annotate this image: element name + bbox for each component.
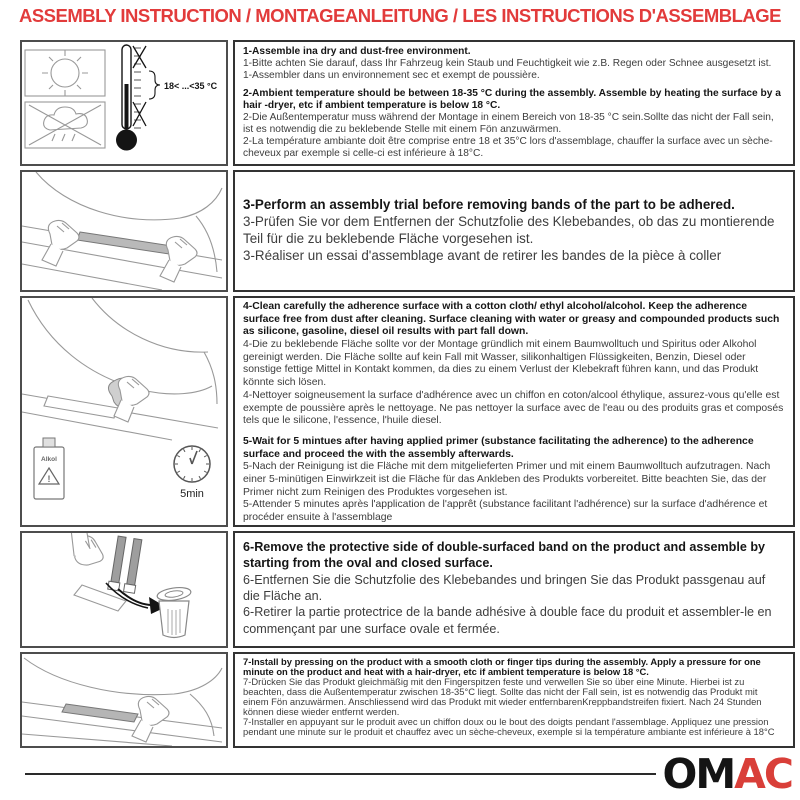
sun-box xyxy=(25,50,105,96)
illustration-assembly-trial xyxy=(20,170,228,292)
text-remove-band xyxy=(233,531,795,648)
logo-text-black: OM xyxy=(662,749,735,798)
step-6-fr: 6-Retirer la partie protectrice de la bande adhésive à double face du produit et assembler-le en commençant par une surface ovale et fermée. xyxy=(243,605,772,636)
trash-bin-icon xyxy=(156,586,191,638)
step-1-de: 1-Bitte achten Sie darauf, dass Ihr Fahrzeug kein Staub und Feuchtigkeit wie z.B. Regen oder Schnee ausgesetzt ist. xyxy=(243,58,772,70)
step-7 xyxy=(243,657,785,737)
step-4 xyxy=(243,301,785,428)
pressing-hand-icon xyxy=(132,696,169,742)
page-title: ASSEMBLY INSTRUCTION / MONTAGEANLEITUNG / LES INSTRUCTIONS D'ASSEMBLAGE xyxy=(18,5,782,26)
illustration-remove-band xyxy=(20,531,228,648)
temperature-range-label: 18< ...<35 °C xyxy=(164,81,218,91)
row-environment xyxy=(20,40,795,166)
logo-text-red: AC xyxy=(734,749,792,798)
step-6-de: 6-Entfernen Sie die Schutzfolie des Klebebandes und bringen Sie das Produkt passgenau auf die Fläche an. xyxy=(243,572,766,604)
thermometer-icon xyxy=(116,45,218,151)
row-press-install xyxy=(20,652,795,748)
warning-mark: ! xyxy=(47,474,51,484)
step-1-en: 1-Assemble ina dry and dust-free environment. xyxy=(243,46,471,57)
step-5 xyxy=(243,436,785,525)
footer xyxy=(25,750,792,798)
step-4-fr: 4-Nettoyer soigneusement la surface d'adhérence avec un chiffon en coton/alcool éthylique, assurez-vous qu'elle est exempte de poussière après le nettoyage. Ne pas nettoyer la surface avec de l'eau ou des produits gras et composés tels que le silicone, l'essence, l'huile diesel. xyxy=(243,389,784,427)
alcohol-bottle-icon xyxy=(34,438,64,499)
trim-strip xyxy=(62,704,138,722)
row-clean-primer xyxy=(20,296,795,527)
sun-icon xyxy=(42,50,88,96)
clock-label: 5min xyxy=(180,488,204,500)
clean-surface-icon xyxy=(22,298,226,525)
text-environment xyxy=(233,40,795,166)
right-hand-icon xyxy=(160,236,197,282)
footer-rule xyxy=(25,773,656,775)
step-2-en: 2-Ambient temperature should be between 18-35 °C during the assembly. Assemble by heating the surface by a hair -dryer, etc if ambient temperature is below 18 °C. xyxy=(243,88,781,112)
step-7-de: 7-Drücken Sie das Produkt gleichmäßig mit den Fingerspitzen feste und verwellen Sie so über eine Minute. Hierbei ist zu beachten, dass die Außentemperatur zwischen 18-35°C liegt. Sollte das nicht der Fall sein, ist es notwendig das Produkt mit einem Fön anzuwärmen. Anschliessend wird das Produkt mit wieder entfernbarenKreppbandstreifen fixiert. Nach 24 Stunden können diese wieder entfernt werden. xyxy=(243,675,762,717)
omac-logo xyxy=(662,749,792,798)
row-remove-band xyxy=(20,531,795,648)
cross-out-lines xyxy=(29,105,101,145)
illustration-press-install xyxy=(20,652,228,748)
text-press-install xyxy=(233,652,795,748)
step-5-de: 5-Nach der Reinigung ist die Fläche mit dem mitgelieferten Primer und mit einem Baumwolltuch aufzutragen. Nach einer 5-minütigen Einwirkzeit ist die Fläche für das Ankleben des Produkts vorbereitet. Bitte beachten Sie, das der Primer nicht zum Reinigen des Produktes vorgesehen ist. xyxy=(243,461,771,498)
step-3-de: 3-Prüfen Sie vor dem Entfernen der Schutzfolie des Klebebandes, ob das zu montierende Teil für die zu beklebende Fläche vorgesehen ist. xyxy=(243,214,775,246)
assembly-trial-icon xyxy=(22,172,226,290)
step-2-fr: 2-La température ambiante doit être comprise entre 18 et 35°C lors d'assemblage, chauffer la surface avec un sèche-cheveux par exemple si celle-ci est inférieure à 18°C. xyxy=(243,136,773,160)
step-2-de: 2-Die Außentemperatur muss während der Montage in einem Bereich von 18-35 °C sein.Sollte das nicht der Fall sein, ist es notwendig die zu beklebende Stelle mit einem Fön anzuwärmen. xyxy=(243,112,774,136)
step-7-en: 7-Install by pressing on the product with a smooth cloth or finger tips during the assembly. Apply a pressure for one minute on the product and heat with a hair-dryer, etc if ambient temperature is below 18 °C. xyxy=(243,656,761,677)
remove-band-icon xyxy=(22,533,226,646)
rain-cloud-icon xyxy=(44,107,88,141)
step-4-de: 4-Die zu beklebende Fläche sollte vor der Montage gründlich mit einem Baumwolltuch und Spiritus oder Alkohol gereinigt werden. Die Fläche sollte auf kein Fall mit Wasser, silikonhaltigen Flüssigkeiten, Benzin, Diesel oder sonstige fettige Mittel in Kontakt kommen, da dies zu einem Verlust der Klebekraft führen kann, und das Produkt könnte sich lösen. xyxy=(243,339,759,389)
trim-strip xyxy=(77,232,172,254)
clock-5min-icon xyxy=(174,446,210,500)
step-3-en: 3-Perform an assembly trial before removing bands of the part to be adhered. xyxy=(243,197,735,213)
peeling-hand-icon xyxy=(62,533,110,570)
illustration-environment xyxy=(20,40,228,166)
press-install-icon xyxy=(22,654,226,746)
row-assembly-trial xyxy=(20,170,795,292)
step-3 xyxy=(243,197,785,265)
step-2 xyxy=(243,88,785,160)
text-assembly-trial xyxy=(233,170,795,292)
step-3-fr: 3-Réaliser un essai d'assemblage avant de retirer les bandes de la pièce à coller xyxy=(243,247,722,263)
environment-conditions-icon xyxy=(22,42,226,164)
step-7-fr: 7-Installer en appuyant sur le produit avec un chiffon doux ou le bout des doigts pendant l'assemblage. Appliquez une pression pendant une minute sur le produit et chauffez avec un sèche-cheveux, exemple si la température ambiante est inférieure à 18°C xyxy=(243,715,775,737)
illustration-clean-primer xyxy=(20,296,228,527)
step-6 xyxy=(243,539,785,637)
text-clean-primer xyxy=(233,296,795,527)
instruction-table xyxy=(20,40,795,748)
step-5-en: 5-Wait for 5 mintues after having applied primer (substance facilitating the adherence) to the adherence surface and proceed the with the assembly afterwards. xyxy=(243,435,754,460)
step-6-en: 6-Remove the protective side of double-surfaced band on the product and assemble by starting from the oval and closed surface. xyxy=(243,540,766,571)
step-1-fr: 1-Assembler dans un environnement sec et exempt de poussière. xyxy=(243,70,540,82)
step-1 xyxy=(243,46,785,82)
bottle-label: Alkol xyxy=(41,456,57,463)
step-4-en: 4-Clean carefully the adherence surface with a cotton cloth/ ethyl alcohol/alcohol. Keep the adherence surface free from dust after cleaning. Surface cleaning with water or greasy and compounded products such as silicone, gasoline, diesel oil results with part fall down. xyxy=(243,301,780,338)
left-hand-icon xyxy=(42,220,79,266)
step-5-fr: 5-Attender 5 minutes après l'application de l'apprêt (substance facilitant l'adhérence) sur la surface d'adhérence et procéder ensuite à l'assemblage xyxy=(243,499,768,523)
protective-strips xyxy=(108,536,143,594)
